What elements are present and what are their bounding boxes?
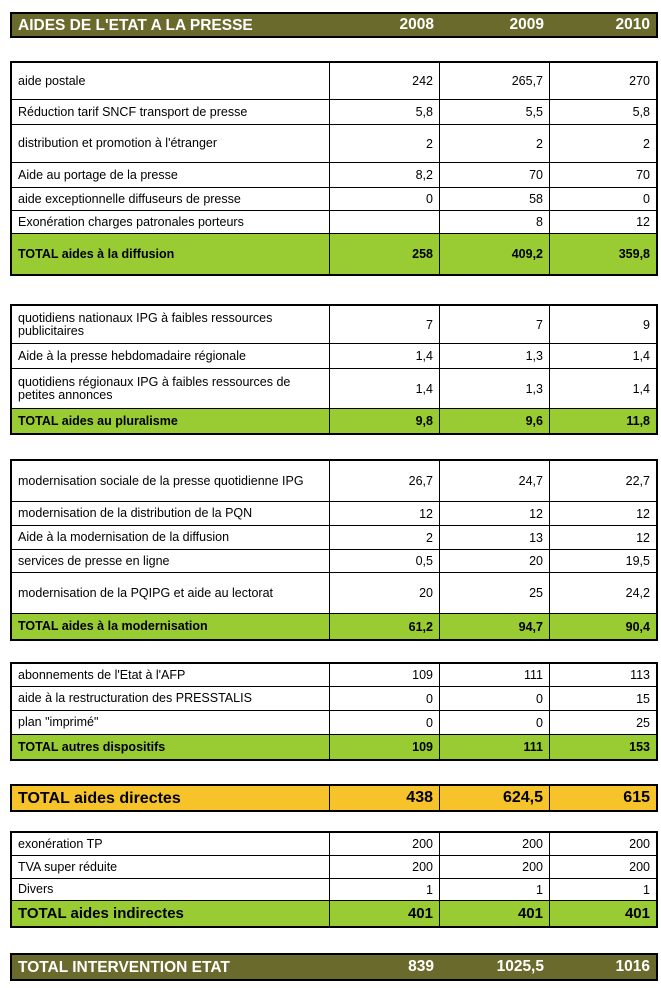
total-2008: 401 — [330, 901, 440, 926]
table-row — [12, 573, 656, 614]
total-label: TOTAL aides directes — [12, 786, 330, 810]
table-row — [12, 461, 656, 502]
section-autres — [10, 662, 658, 761]
value-2009: 13 — [440, 526, 550, 549]
total-row — [12, 234, 656, 274]
total-direct-aid — [10, 784, 658, 812]
value-2009: 265,7 — [440, 63, 550, 99]
row-label: quotidiens nationaux IPG à faibles ressources publicitaires — [12, 306, 330, 343]
value-2010: 1 — [643, 882, 650, 897]
total-2010: 11,8 — [626, 414, 650, 428]
row-label: aide postale — [12, 63, 330, 99]
value-2009: 20 — [440, 550, 550, 572]
total-label: TOTAL aides indirectes — [12, 901, 330, 926]
value-2009: 5,5 — [440, 100, 550, 124]
row-label: Aide à la presse hebdomadaire régionale — [12, 344, 330, 368]
table-row — [12, 879, 656, 901]
page-title: AIDES DE L'ETAT A LA PRESSE — [18, 16, 253, 34]
table-row — [12, 306, 656, 344]
year-2010-header: 2010 — [615, 16, 650, 33]
value-2009: 58 — [440, 188, 550, 210]
value-2008: 26,7 — [330, 461, 440, 501]
total-row — [12, 901, 656, 926]
value-2008: 2 — [330, 526, 440, 549]
value-2010: 113 — [630, 668, 650, 682]
value-2008: 242 — [330, 63, 440, 99]
total-2008: 109 — [330, 735, 440, 759]
value-2009: 2 — [440, 125, 550, 162]
total-2010: 90,4 — [625, 619, 650, 634]
value-2010: 200 — [629, 837, 650, 851]
section-modernisation — [10, 459, 658, 641]
row-label: Exonération charges patronales porteurs — [12, 211, 330, 233]
row-label: TVA super réduite — [12, 856, 330, 878]
total-row — [12, 735, 656, 759]
value-2010: 22,7 — [625, 474, 650, 488]
total-label: TOTAL aides à la diffusion — [12, 234, 330, 274]
total-2009: 409,2 — [440, 234, 550, 274]
table-row — [12, 188, 656, 211]
total-2009: 111 — [440, 735, 550, 759]
value-2008: 1 — [330, 879, 440, 900]
total-2010: 1016 — [615, 958, 650, 975]
value-2008: 0,5 — [330, 550, 440, 572]
value-2008: 20 — [330, 573, 440, 613]
year-2009-header: 2009 — [509, 16, 544, 33]
row-label: Réduction tarif SNCF transport de presse — [12, 100, 330, 124]
value-2009: 0 — [440, 687, 550, 710]
value-2010: 24,2 — [625, 586, 650, 600]
value-2009: 200 — [440, 833, 550, 855]
total-label: TOTAL aides au pluralisme — [12, 409, 330, 433]
value-2009: 12 — [440, 502, 550, 525]
row-label: aide exceptionnelle diffuseurs de presse — [12, 188, 330, 210]
total-2010: 401 — [624, 905, 650, 922]
value-2009: 7 — [440, 306, 550, 343]
row-label: Aide à la modernisation de la diffusion — [12, 526, 330, 549]
value-2009: 8 — [440, 211, 550, 233]
total-label: TOTAL aides à la modernisation — [12, 614, 330, 639]
value-2009: 1,3 — [440, 344, 550, 368]
total-label: TOTAL autres dispositifs — [12, 735, 330, 759]
table-row — [12, 163, 656, 188]
row-label: Aide au portage de la presse — [12, 163, 330, 187]
value-2009: 1 — [440, 879, 550, 900]
total-label: TOTAL INTERVENTION ETAT — [18, 958, 230, 976]
value-2009: 24,7 — [440, 461, 550, 501]
table-row — [12, 711, 656, 735]
total-2008: 9,8 — [330, 409, 440, 433]
value-2010: 2 — [643, 136, 650, 151]
value-2008: 7 — [330, 306, 440, 343]
value-2008: 0 — [330, 711, 440, 734]
table-row — [12, 369, 656, 409]
table-row — [12, 211, 656, 234]
table-row — [12, 125, 656, 163]
table-row — [12, 100, 656, 125]
value-2010: 70 — [636, 168, 650, 182]
total-2009: 9,6 — [440, 409, 550, 433]
row-label: abonnements de l'Etat à l'AFP — [12, 664, 330, 686]
table-row — [12, 550, 656, 573]
value-2008: 12 — [330, 502, 440, 525]
row-label: modernisation de la distribution de la PQN — [12, 502, 330, 525]
value-2008: 200 — [330, 856, 440, 878]
value-2008: 109 — [330, 664, 440, 686]
section-diffusion — [10, 61, 658, 276]
value-2008: 8,2 — [330, 163, 440, 187]
table-row — [12, 687, 656, 711]
value-2010: 9 — [643, 317, 650, 332]
row-label: modernisation de la PQIPG et aide au lectorat — [12, 573, 330, 613]
value-2008: 0 — [330, 687, 440, 710]
value-2009: 70 — [440, 163, 550, 187]
value-2010: 12 — [636, 215, 650, 229]
value-2010: 19,5 — [625, 554, 650, 568]
table-row — [12, 856, 656, 879]
total-2009: 94,7 — [440, 614, 550, 639]
total-2008: 61,2 — [330, 614, 440, 639]
value-2009: 200 — [440, 856, 550, 878]
total-2010: 615 — [623, 789, 650, 806]
value-2010: 25 — [636, 715, 650, 730]
total-state-intervention — [10, 953, 658, 981]
section-indirectes — [10, 831, 658, 928]
value-2009: 0 — [440, 711, 550, 734]
table-row — [12, 664, 656, 687]
table-row — [12, 502, 656, 526]
total-2009: 401 — [440, 901, 550, 926]
value-2009: 1,3 — [440, 369, 550, 408]
value-2010: 0 — [643, 192, 650, 206]
value-2009: 111 — [440, 664, 550, 686]
year-2008-header: 2008 — [399, 16, 434, 33]
table-row — [12, 63, 656, 100]
value-2008: 1,4 — [330, 344, 440, 368]
total-2009: 1025,5 — [496, 958, 544, 975]
row-label: quotidiens régionaux IPG à faibles ressources de petites annonces — [12, 369, 330, 408]
value-2008 — [330, 211, 440, 233]
total-2008: 438 — [330, 786, 440, 810]
value-2010: 12 — [636, 506, 650, 521]
row-label: plan "imprimé" — [12, 711, 330, 734]
table-header — [10, 12, 658, 38]
row-label: aide à la restructuration des PRESSTALIS — [12, 687, 330, 710]
table-row — [12, 344, 656, 369]
total-2008: 258 — [330, 234, 440, 274]
table-row — [12, 526, 656, 550]
row-label: distribution et promotion à l'étranger — [12, 125, 330, 162]
table-row — [12, 833, 656, 856]
value-2009: 25 — [440, 573, 550, 613]
value-2010: 1,4 — [632, 349, 650, 363]
value-2010: 5,8 — [632, 105, 650, 119]
row-label: Divers — [12, 879, 330, 900]
value-2008: 0 — [330, 188, 440, 210]
total-2008: 839 — [408, 958, 434, 975]
value-2010: 15 — [636, 691, 650, 706]
row-label: exonération TP — [12, 833, 330, 855]
value-2008: 5,8 — [330, 100, 440, 124]
value-2008: 200 — [330, 833, 440, 855]
value-2010: 1,4 — [632, 381, 650, 396]
total-2010: 359,8 — [618, 247, 650, 261]
value-2010: 270 — [629, 74, 650, 88]
section-pluralisme — [10, 304, 658, 435]
row-label: modernisation sociale de la presse quotidienne IPG — [12, 461, 330, 501]
total-2010: 153 — [629, 740, 650, 754]
value-2008: 1,4 — [330, 369, 440, 408]
total-row — [12, 614, 656, 639]
total-2009: 624,5 — [440, 786, 550, 810]
value-2010: 12 — [636, 530, 650, 545]
row-label: services de presse en ligne — [12, 550, 330, 572]
value-2008: 2 — [330, 125, 440, 162]
value-2010: 200 — [629, 860, 650, 874]
total-row — [12, 409, 656, 433]
